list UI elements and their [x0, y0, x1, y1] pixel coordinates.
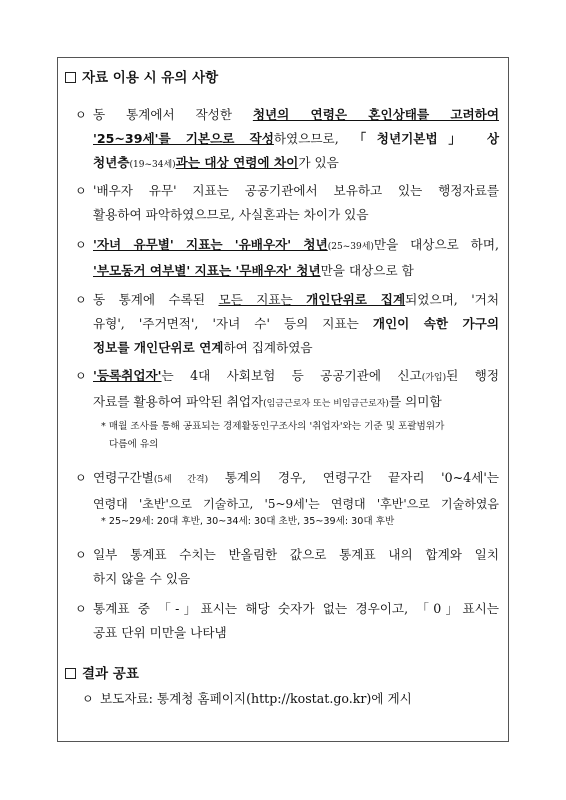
bullet-icon: ㅇ [75, 369, 87, 383]
note-item-registered-employed: ㅇ '등록취업자'는 4대 사회보험 등 공공기관에 신고(가입)된 행정 자료를 활용하여 파악된 취업자(임금근로자 또는 비임금근로자)를 의미함 [75, 364, 499, 416]
note-item-children-parents: ㅇ '자녀 유무별' 지표는 '유배우자' 청년(25~39세)만을 대상으로 하며, '부모동거 여부별' 지표는 '무배우자' 청년만을 대상으로 함 [75, 233, 499, 283]
footnote-employed-definition: * 매월 조사를 통해 공표되는 경제활동인구조사의 '취업자'와는 기준 및 포괄범위가 다름에 유의 [101, 421, 445, 450]
checkbox-square-icon [65, 668, 76, 679]
bullet-icon: ㅇ [75, 108, 87, 122]
note-item-spouse-status: ㅇ '배우자 유무' 지표는 공공기관에서 보유하고 있는 행정자료를 활용하여 파악하였으므로, 사실혼과는 차이가 있음 [75, 179, 499, 227]
section-heading-usage-notes: 자료 이용 시 유의 사항 [65, 66, 218, 86]
bullet-icon: ㅇ [75, 238, 87, 252]
bullet-icon: ㅇ [75, 293, 87, 307]
bullet-icon: ㅇ [82, 692, 94, 706]
note-item-rounding: ㅇ 일부 통계표 수치는 반올림한 값으로 통계표 내의 합계와 일치 하지 않을 수 있음 [75, 543, 499, 591]
note-item-individual-unit: ㅇ 동 통계에 수록된 모든 지표는 개인단위로 집계되었으며, '거처 유형', '주거면적', '자녀 수' 등의 지표는 개인이 속한 가구의 정보를 개인단위로 연계하여 집계하였음 [75, 288, 499, 360]
bullet-icon: ㅇ [75, 471, 87, 485]
footnote-age-groups: * 25~29세: 20대 후반, 30~34세: 30대 초반, 35~39세: 30대 후반 [101, 516, 395, 527]
note-item-age-groups: ㅇ 연령구간별(5세 간격) 통계의 경우, 연령구간 끝자리 '0~4세'는 연령대 '초반'으로 기술하고, '5~9세'는 연령대 '후반'으로 기술하였음 [75, 466, 499, 516]
bullet-icon: ㅇ [75, 548, 87, 562]
publication-item-press-release: ㅇ 보도자료: 통계청 홈페이지(http://kostat.go.kr)에 게시 [82, 687, 506, 711]
checkbox-square-icon [65, 72, 76, 83]
note-item-age-definition: ㅇ 동 통계에서 작성한 청년의 연령은 혼인상태를 고려하여 '25~39세'를 기본으로 작성하였으므로, 「청년기본법」 상 청년층(19~34세)과는 대상 연령에 차이가 있음 [75, 103, 499, 177]
bullet-icon: ㅇ [75, 602, 87, 616]
note-item-symbols: ㅇ 통계표 중 「-」표시는 해당 숫자가 없는 경우이고, 「0」표시는 공표 단위 미만을 나타냄 [75, 597, 499, 645]
section-heading-publication: 결과 공표 [65, 662, 139, 682]
bullet-icon: ㅇ [75, 184, 87, 198]
